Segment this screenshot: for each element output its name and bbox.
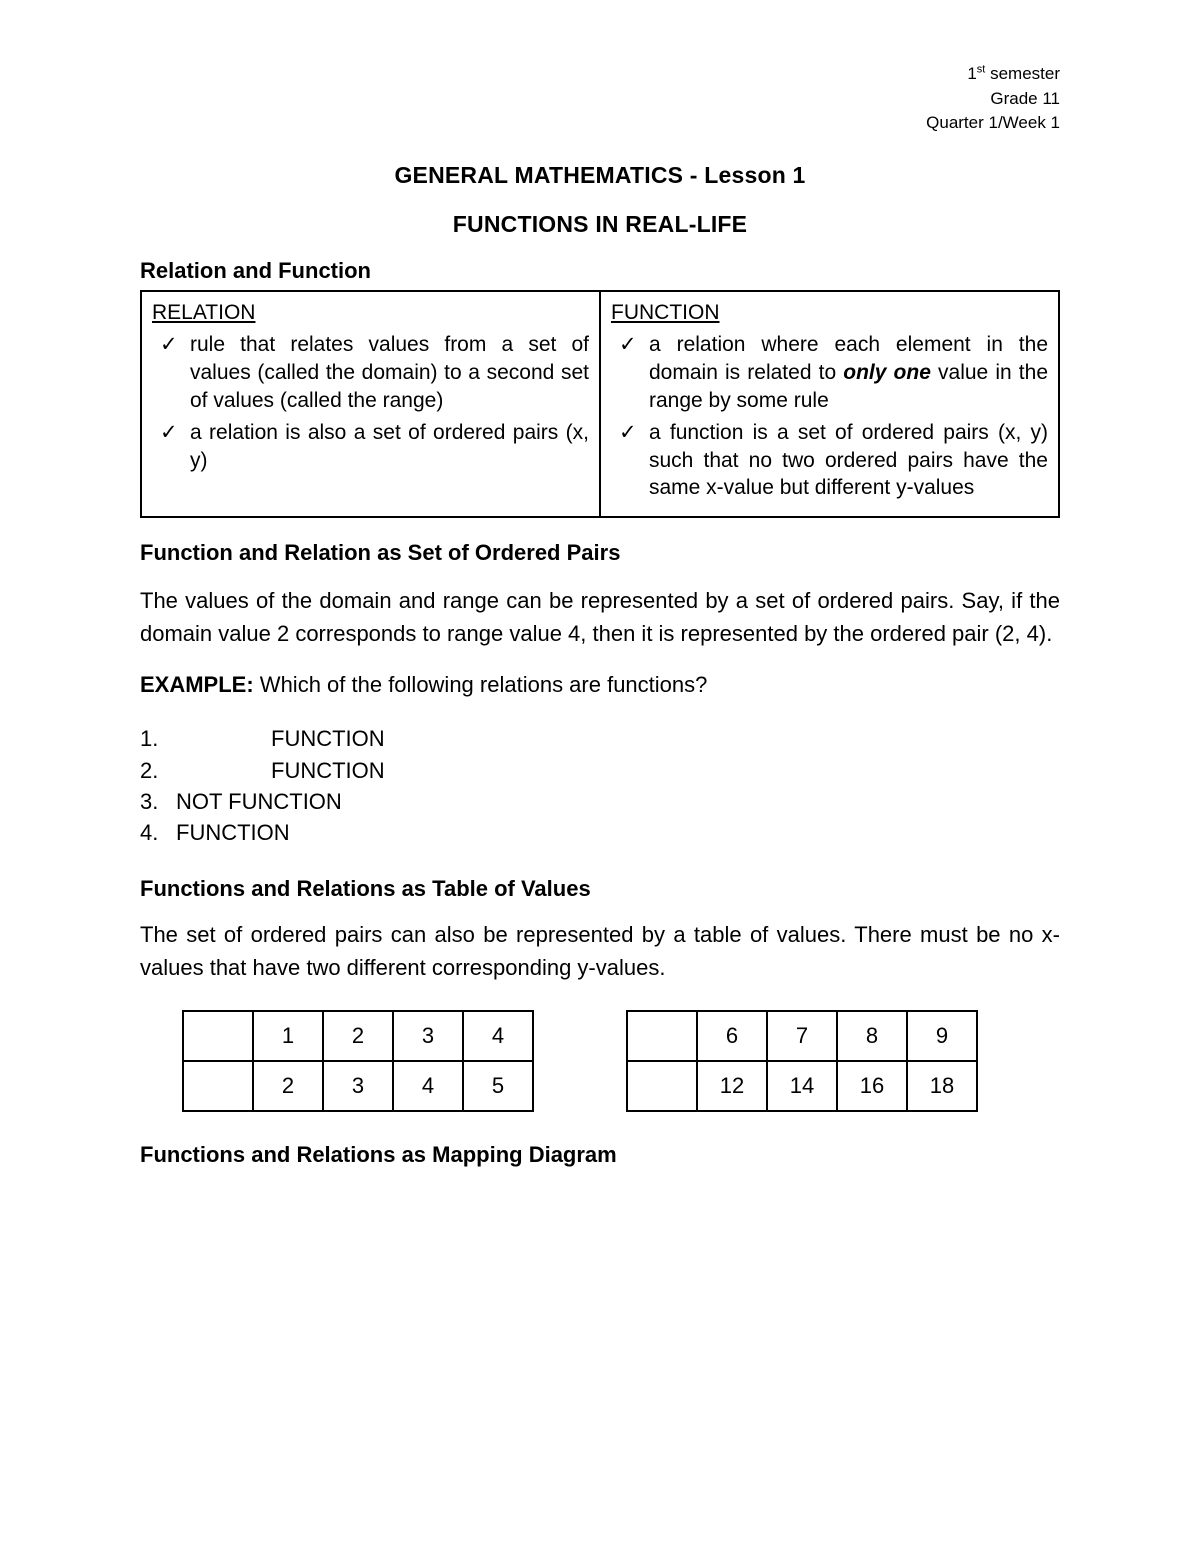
value-table-left: [182, 1010, 534, 1112]
list-item: [140, 723, 1060, 754]
document-header: [140, 62, 1060, 136]
page-title: GENERAL MATHEMATICS - Lesson 1: [394, 161, 806, 188]
header-semester: 1st semester: [967, 63, 1060, 83]
relation-cell: [141, 291, 600, 517]
list-item: [140, 755, 1060, 786]
list-item-text: rule that relates values from a set of values (called the domain) to a second set of values (called the range): [190, 332, 589, 412]
list-item: [140, 786, 1060, 817]
list-item: [140, 817, 1060, 848]
check-icon: ✓: [619, 332, 637, 356]
answer-number: 3.: [140, 788, 159, 814]
table-row: [183, 1011, 533, 1061]
function-cell-title: FUNCTION: [611, 300, 720, 324]
list-item-text: a relation is also a set of ordered pairs (x, y): [190, 420, 589, 472]
table-cell: 2: [323, 1011, 393, 1061]
table-cell: 7: [767, 1011, 837, 1061]
list-item: [615, 331, 1048, 415]
table-cell: 18: [907, 1061, 977, 1111]
table-cell: 16: [837, 1061, 907, 1111]
table-cell: [627, 1061, 697, 1111]
answer-value: FUNCTION: [176, 820, 290, 846]
table-row: [183, 1061, 533, 1111]
answer-number: 1.: [140, 726, 159, 752]
table-row: [141, 291, 1059, 517]
list-item-text-before: a relation where each element in the domain is related to: [649, 332, 1048, 384]
heading-table-of-values: Functions and Relations as Table of Values: [140, 876, 591, 902]
example-label: EXAMPLE:: [140, 672, 254, 698]
list-item: [156, 419, 589, 475]
answer-number: 2.: [140, 757, 159, 783]
list-item-text: a function is a set of ordered pairs (x, y) such that no two ordered pairs have the same x-value but different y-values: [649, 420, 1048, 500]
paragraph-ordered-pairs: The values of the domain and range can be represented by a set of ordered pairs. Say, if the domain value 2 corresponds to range value 4, then it is represented by the ordered pair (2, 4).: [140, 588, 1060, 647]
heading-mapping-diagram: Functions and Relations as Mapping Diagram: [140, 1142, 617, 1168]
header-semester-ordinal: st: [976, 63, 986, 76]
answer-number: 4.: [140, 820, 159, 846]
table-cell: 6: [697, 1011, 767, 1061]
table-cell: 3: [393, 1011, 463, 1061]
table-cell: 5: [463, 1061, 533, 1111]
heading-relation-and-function: Relation and Function: [140, 257, 371, 283]
paragraph-table-of-values: The set of ordered pairs can also be represented by a table of values. There must be no x-values that have two different corresponding y-values.: [140, 922, 1060, 981]
table-cell: [183, 1061, 253, 1111]
header-quarter-week: Quarter 1/Week 1: [926, 113, 1060, 133]
function-cell: [600, 291, 1059, 517]
check-icon: ✓: [619, 420, 637, 444]
heading-ordered-pairs: Function and Relation as Set of Ordered Pairs: [140, 540, 621, 566]
table-cell: 4: [393, 1061, 463, 1111]
table-row: [627, 1061, 977, 1111]
check-icon: ✓: [160, 332, 178, 356]
header-grade: Grade 11: [990, 88, 1060, 108]
table-cell: 2: [253, 1061, 323, 1111]
answer-value: FUNCTION: [271, 726, 385, 752]
table-cell: 12: [697, 1061, 767, 1111]
table-cell: 14: [767, 1061, 837, 1111]
value-tables-container: [140, 1010, 1060, 1112]
table-cell: 3: [323, 1061, 393, 1111]
relation-bullet-list: [152, 331, 589, 475]
answer-value: NOT FUNCTION: [176, 788, 342, 814]
table-cell: [627, 1011, 697, 1061]
relation-function-comparison-table: [140, 290, 1060, 518]
table-cell: 8: [837, 1011, 907, 1061]
table-cell: 1: [253, 1011, 323, 1061]
answer-value: FUNCTION: [271, 757, 385, 783]
list-item: [156, 331, 589, 415]
table-cell: 4: [463, 1011, 533, 1061]
table-row: [627, 1011, 977, 1061]
answers-list: [140, 723, 1060, 848]
function-bullet-list: [611, 331, 1048, 503]
list-item-text-after: value in the range by some rule: [649, 360, 1048, 412]
paragraph-example: [140, 668, 1060, 701]
table-cell: 9: [907, 1011, 977, 1061]
emphasis-only-one: only one: [843, 360, 931, 384]
relation-cell-title: RELATION: [152, 300, 256, 324]
value-table-right: [626, 1010, 978, 1112]
example-question: Which of the following relations are functions?: [253, 672, 708, 698]
page-subtitle: FUNCTIONS IN REAL-LIFE: [452, 210, 748, 237]
list-item: [615, 419, 1048, 503]
check-icon: ✓: [160, 420, 178, 444]
table-cell: [183, 1011, 253, 1061]
